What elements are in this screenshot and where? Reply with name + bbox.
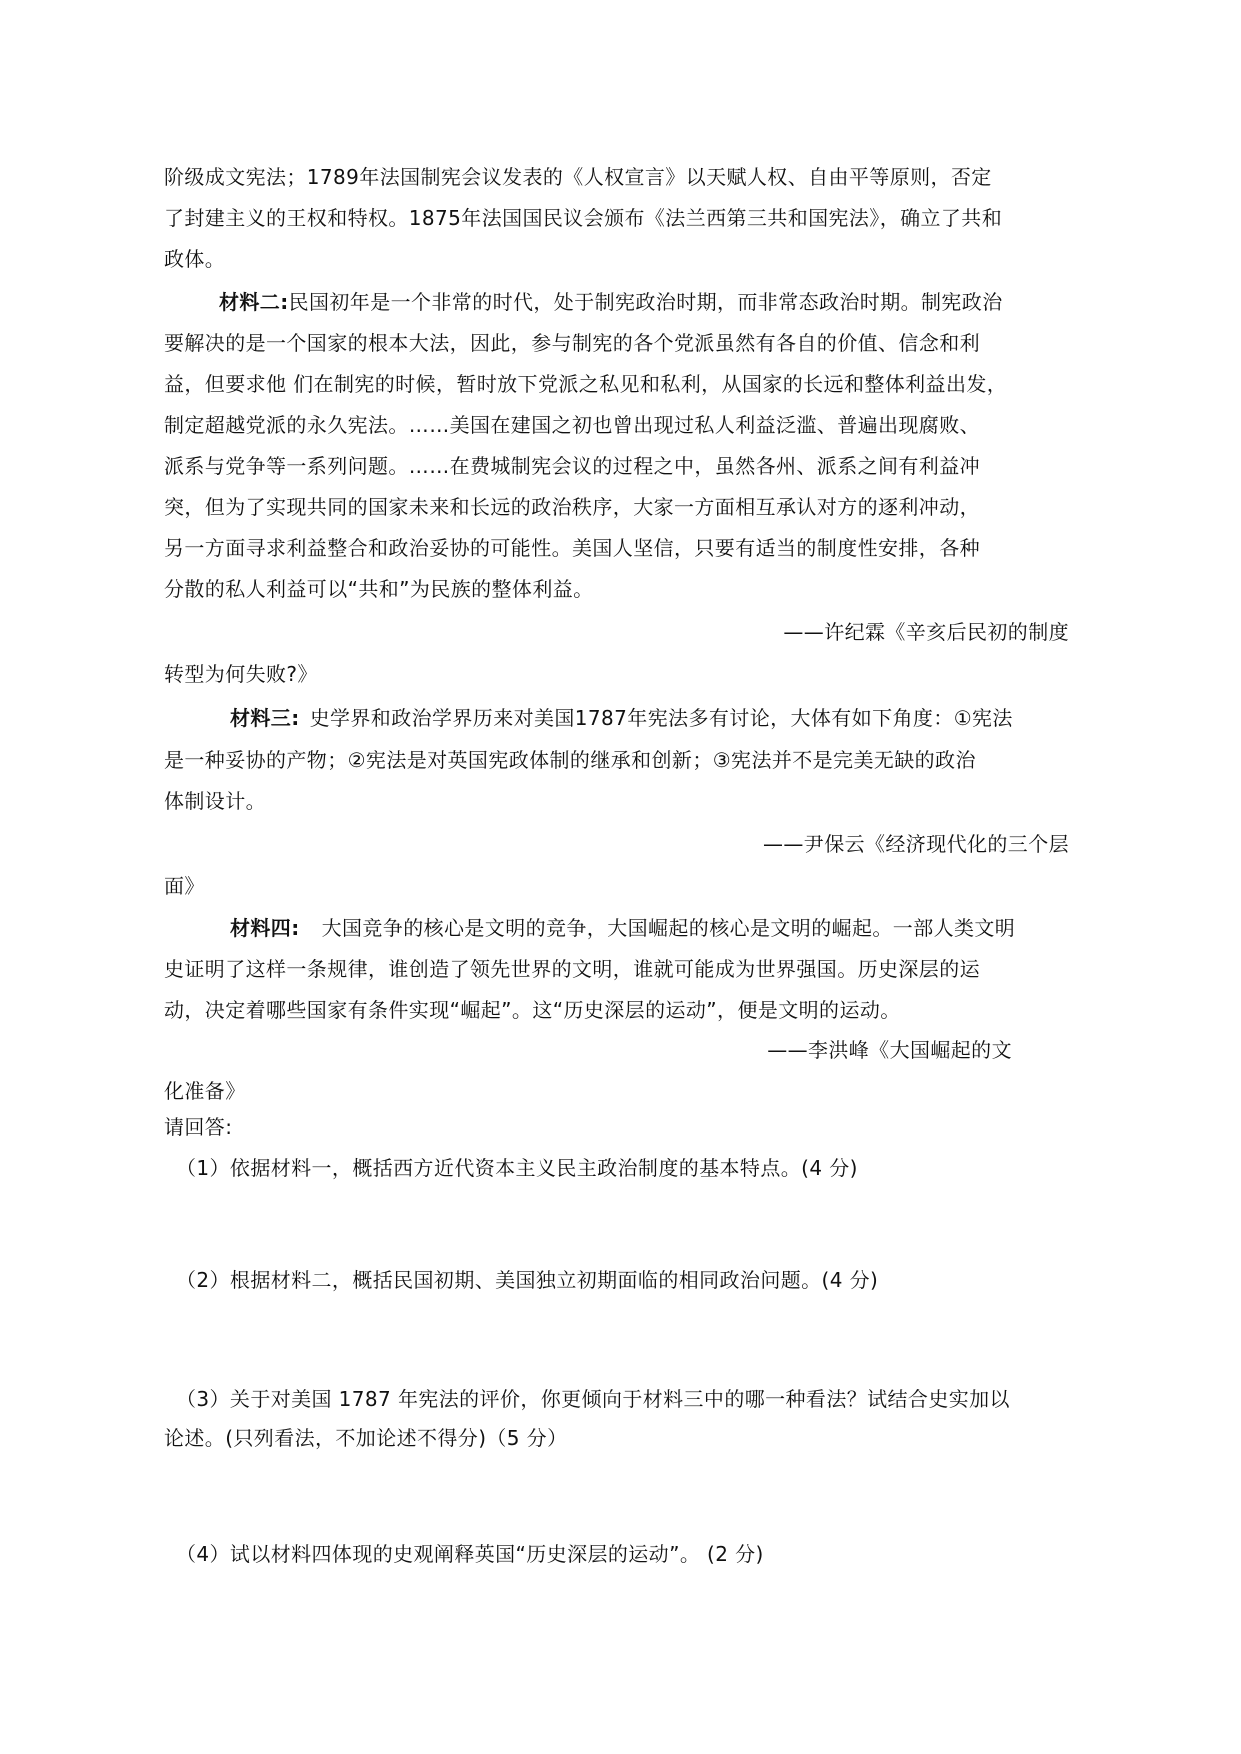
material2-line-4: 制定超越党派的永久宪法。……美国在建国之初也曾出现过私人利益泛滥、普遍出现腐败、 bbox=[164, 413, 980, 437]
question-3-line-2: 论述。(只列看法，不加论述不得分)（5 分） bbox=[164, 1426, 568, 1450]
material3-text-1: 史学界和政治学界历来对美国1787年宪法多有讨论，大体有如下角度：①宪法 bbox=[309, 706, 1013, 730]
material3-source-2: 面》 bbox=[164, 874, 205, 898]
material1-line-1: 阶级成文宪法；1789年法国制宪会议发表的《人权宣言》以天赋人权、自由平等原则，否定 bbox=[164, 165, 992, 189]
material3-line-2: 是一种妥协的产物；②宪法是对英国宪政体制的继承和创新；③宪法并不是完美无缺的政治 bbox=[164, 748, 976, 772]
material3-label: 材料三: bbox=[230, 706, 300, 730]
material1-line-2: 了封建主义的王权和特权。1875年法国国民议会颁布《法兰西第三共和国宪法》，确立了共和 bbox=[164, 206, 1003, 230]
material2-line-5: 派系与党争等一系列问题。……在费城制宪会议的过程之中，虽然各州、派系之间有利益冲 bbox=[164, 454, 980, 478]
question-1: （1）依据材料一，概括西方近代资本主义民主政治制度的基本特点。(4 分) bbox=[176, 1156, 858, 1180]
material2-line-6: 突，但为了实现共同的国家未来和长远的政治秩序，大家一方面相互承认对方的逐利冲动， bbox=[164, 495, 980, 519]
material4-label: 材料四: bbox=[230, 916, 300, 940]
material3-line-3: 体制设计。 bbox=[164, 789, 266, 813]
question-3-line-1: （3）关于对美国 1787 年宪法的评价，你更倾向于材料三中的哪一种看法？试结合史实加以 bbox=[176, 1387, 1010, 1411]
material2-line-3: 益，但要求他 们在制宪的时候，暂时放下党派之私见和私利，从国家的长远和整体利益出发， bbox=[164, 372, 1008, 396]
material2-source-1: ——许纪霖《辛亥后民初的制度 bbox=[783, 620, 1069, 644]
material4-text-1: 大国竞争的核心是文明的竞争，大国崛起的核心是文明的崛起。一部人类文明 bbox=[321, 916, 1016, 940]
material3-source-1: ——尹保云《经济现代化的三个层 bbox=[763, 832, 1069, 856]
question-4: （4）试以材料四体现的史观阐释英国“历史深层的运动”。 (2 分) bbox=[176, 1542, 764, 1566]
material3-line-1 bbox=[230, 704, 1069, 732]
material4-line-3: 动，决定着哪些国家有条件实现“崛起”。这“历史深层的运动”，便是文明的运动。 bbox=[164, 998, 901, 1022]
material4-line-1 bbox=[230, 914, 1069, 942]
material2-label: 材料二: bbox=[219, 290, 289, 314]
material2-line-8: 分散的私人利益可以“共和”为民族的整体利益。 bbox=[164, 577, 594, 601]
material2-line-7: 另一方面寻求利益整合和政治妥协的可能性。美国人坚信，只要有适当的制度性安排，各种 bbox=[164, 536, 980, 560]
material1-line-3: 政体。 bbox=[164, 247, 226, 271]
material2-source-2: 转型为何失败?》 bbox=[164, 662, 318, 686]
answer-prompt: 请回答: bbox=[164, 1115, 233, 1139]
material2-text-1: 民国初年是一个非常的时代，处于制宪政治时期，而非常态政治时期。制宪政治 bbox=[288, 290, 1003, 314]
material4-source-1: ——李洪峰《大国崛起的文 bbox=[767, 1038, 1012, 1062]
question-2: （2）根据材料二，概括民国初期、美国独立初期面临的相同政治问题。(4 分) bbox=[176, 1268, 879, 1292]
material2-line-2: 要解决的是一个国家的根本大法，因此，参与制宪的各个党派虽然有各自的价值、信念和利 bbox=[164, 331, 980, 355]
material4-line-2: 史证明了这样一条规律，谁创造了领先世界的文明，谁就可能成为世界强国。历史深层的运 bbox=[164, 957, 980, 981]
material2-line-1 bbox=[219, 288, 1069, 316]
material4-source-2: 化准备》 bbox=[164, 1079, 246, 1103]
